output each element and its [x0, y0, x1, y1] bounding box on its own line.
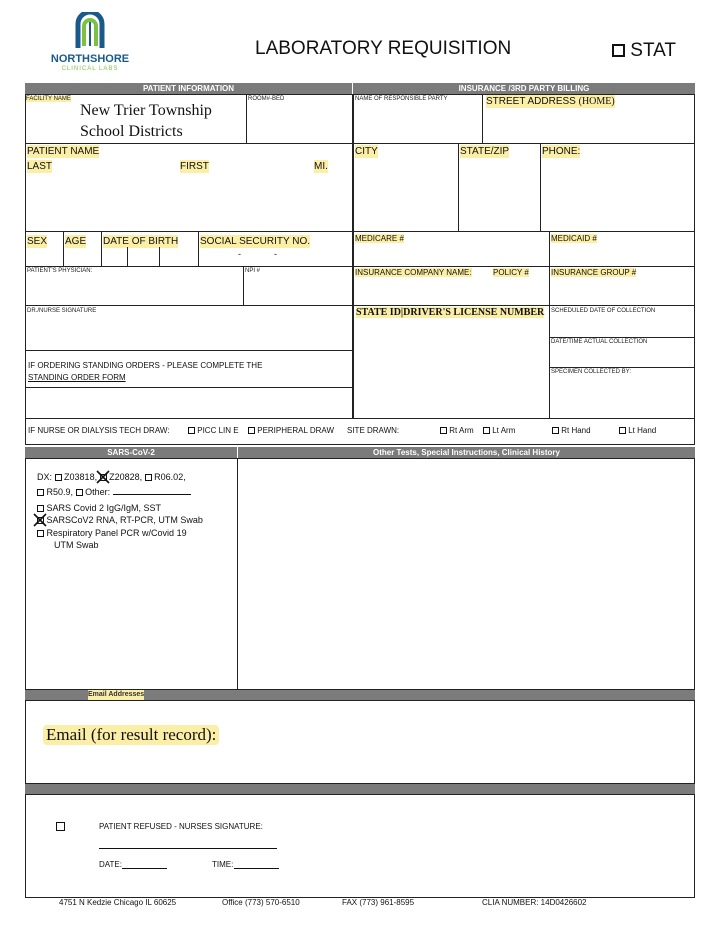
logo-subtitle: CLINICAL LABS	[61, 66, 119, 72]
dx-z20828-checkbox[interactable]	[100, 474, 107, 481]
date-line[interactable]	[122, 868, 167, 869]
collected-by-label: SPECIMEN COLLECTED BY:	[551, 369, 632, 375]
draw-label: IF NURSE OR DIALYSIS TECH DRAW:	[28, 426, 170, 435]
first-name-label: FIRST	[180, 161, 209, 172]
section-insurance: INSURANCE /3RD PARTY BILLING	[353, 83, 695, 94]
rt-arm-checkbox[interactable]	[440, 427, 447, 434]
refused-checkbox[interactable]	[56, 822, 65, 831]
patient-name-label: PATIENT NAME	[27, 146, 100, 157]
section-other-tests: Other Tests, Special Instructions, Clinical History	[238, 447, 695, 458]
dx-row-2: R50.9, Other:	[37, 487, 191, 497]
city-label: CITY	[355, 146, 378, 157]
room-bed-label: ROOM#-BED	[248, 96, 285, 102]
logo	[50, 12, 130, 74]
actual-collection-label: DATE/TIME ACTUAL COLLECTION	[551, 339, 648, 345]
page-title: LABORATORY REQUISITION	[255, 38, 512, 59]
responsible-party-label: NAME OF RESPONSIBLE PARTY	[355, 96, 448, 102]
stat-label: STAT	[630, 40, 677, 61]
rt-hand-option[interactable]: Rt Hand	[552, 426, 591, 435]
middle-initial-label: MI.	[314, 161, 328, 172]
peripheral-checkbox[interactable]	[248, 427, 255, 434]
section-email: Email Addresses	[25, 690, 695, 700]
insurance-group-label: INSURANCE GROUP #	[551, 268, 637, 277]
section-patient-information: PATIENT INFORMATION	[25, 83, 352, 94]
medicare-label: MEDICARE #	[355, 234, 404, 243]
ssn-separator-2: -	[274, 249, 277, 259]
lt-hand-option[interactable]: Lt Hand	[619, 426, 656, 435]
date-label: DATE:	[99, 860, 122, 869]
picc-checkbox[interactable]	[188, 427, 195, 434]
refused-signature-line[interactable]	[99, 848, 277, 849]
npi-label: NPI #	[245, 268, 261, 274]
physician-label: PATIENT'S PHYSICIAN:	[27, 268, 93, 274]
logo-name: NORTHSHORE	[50, 53, 130, 65]
sex-label: SEX	[27, 236, 48, 247]
date-of-birth-label: DATE OF BIRTH	[103, 236, 179, 247]
state-zip-label: STATE/ZIP	[460, 146, 510, 157]
age-label: AGE	[65, 236, 87, 247]
rt-hand-checkbox[interactable]	[552, 427, 559, 434]
scheduled-date-label: SCHEDULED DATE OF COLLECTION	[551, 308, 656, 314]
policy-label: POLICY #	[493, 268, 529, 277]
lt-arm-option[interactable]: Lt Arm	[483, 426, 515, 435]
insurance-company-label: INSURANCE COMPANY NAME:	[355, 268, 472, 277]
test-2-checkbox[interactable]	[37, 517, 44, 524]
peripheral-option[interactable]: PERIPHERAL DRAW	[248, 426, 334, 435]
nurse-signature-label: DR./NURSE SIGNATURE	[27, 308, 97, 314]
footer-fax: FAX (773) 961-8595	[342, 898, 415, 907]
dx-r509-checkbox[interactable]	[37, 489, 44, 496]
standing-orders-text: IF ORDERING STANDING ORDERS - PLEASE COMPLETE THE	[28, 361, 263, 370]
site-drawn-label: SITE DRAWN:	[347, 426, 400, 435]
last-name-label: LAST	[27, 161, 53, 172]
divider-bar	[25, 784, 695, 794]
dx-other-line[interactable]	[113, 494, 191, 495]
dx-row-1: DX: Z03818, Z20828, R06.02,	[37, 472, 186, 482]
x-mark-icon	[96, 470, 110, 484]
email-label: Email (for result record):	[43, 725, 219, 745]
test-1-checkbox[interactable]	[37, 505, 44, 512]
refused-label: PATIENT REFUSED - NURSES SIGNATURE:	[99, 822, 263, 831]
dob-divider-2	[159, 247, 160, 267]
dx-other-checkbox[interactable]	[76, 489, 83, 496]
test-option-3[interactable]: Respiratory Panel PCR w/Covid 19	[37, 528, 187, 538]
facility-name-value-2: School Districts	[80, 123, 183, 140]
time-line[interactable]	[234, 868, 279, 869]
footer-office: Office (773) 570-6510	[222, 898, 300, 907]
standing-orders-extra[interactable]	[25, 387, 353, 419]
logo-icon	[72, 12, 108, 52]
footer-clia: CLIA NUMBER: 14D0426602	[482, 898, 587, 907]
lt-hand-checkbox[interactable]	[619, 427, 626, 434]
street-address-label: STREET ADDRESS (HOME)	[486, 96, 615, 107]
footer-address: 4751 N Kedzie Chicago IL 60625	[59, 898, 177, 907]
dx-z03818-checkbox[interactable]	[55, 474, 62, 481]
lt-arm-checkbox[interactable]	[483, 427, 490, 434]
test-option-1[interactable]: SARS Covid 2 IgG/IgM, SST	[37, 503, 161, 513]
dob-divider-1	[127, 247, 128, 267]
ssn-label: SOCIAL SECURITY NO.	[200, 236, 311, 247]
x-mark-icon	[33, 513, 47, 527]
stat-option[interactable]	[612, 40, 676, 62]
test-option-3-cont: UTM Swab	[54, 540, 99, 550]
refusal-box	[25, 794, 695, 898]
stat-checkbox[interactable]	[612, 44, 625, 57]
state-id-label: STATE ID|DRIVER'S LICENSE NUMBER	[356, 307, 545, 318]
standing-order-form-link[interactable]: STANDING ORDER FORM	[28, 373, 126, 382]
facility-name-value-1: New Trier Township	[80, 102, 212, 119]
test-3-checkbox[interactable]	[37, 530, 44, 537]
ssn-separator-1: -	[238, 249, 241, 259]
facility-name-label: FACILITY NAME	[26, 96, 71, 102]
rt-arm-option[interactable]: Rt Arm	[440, 426, 474, 435]
test-option-2[interactable]: SARSCoV2 RNA, RT-PCR, UTM Swab	[37, 515, 203, 525]
state-id-field[interactable]	[353, 305, 550, 419]
section-sars: SARS-CoV-2	[25, 447, 237, 458]
medicaid-label: MEDICAID #	[551, 234, 597, 243]
time-label: TIME:	[212, 860, 234, 869]
phone-label: PHONE:	[542, 146, 581, 157]
picc-option[interactable]: PICC LIN E	[188, 426, 239, 435]
dx-r0602-checkbox[interactable]	[145, 474, 152, 481]
other-tests-field[interactable]	[237, 458, 695, 690]
